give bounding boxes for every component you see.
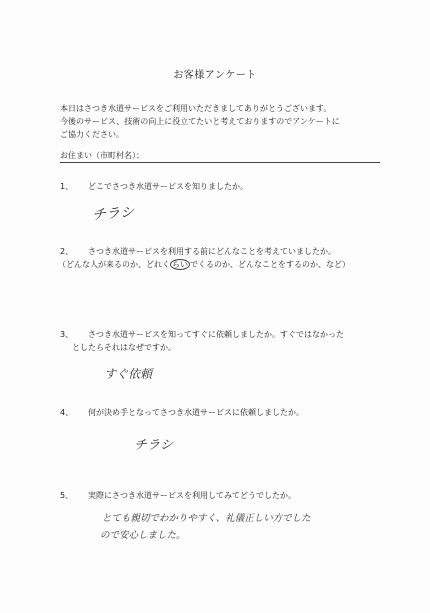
handwritten-answer-3: すぐ依頼	[104, 367, 153, 381]
address-label: お住まい（市町村名）：	[60, 151, 144, 160]
question-text: さつき水道サービスを利用する前にどんなことを考えていましたか。	[88, 247, 336, 256]
question-number: 5、	[60, 491, 74, 500]
subtext-before: （どんな人が来るのか、どれく	[58, 260, 170, 269]
page-title: お客様アンケート	[173, 70, 257, 81]
question-subtext	[58, 258, 350, 271]
question-number: 3、	[60, 330, 74, 339]
handwritten-answer-1: チラシ	[91, 204, 135, 224]
question-4	[60, 406, 390, 422]
circled-mark: らい	[172, 260, 188, 269]
question-number: 4、	[60, 408, 74, 417]
intro-line: 本日はさつき水道サービスをご利用いただきましてありがとうございます。	[60, 104, 332, 113]
question-text-continued: としたらそれはなぜですか。	[72, 343, 176, 352]
question-1	[60, 180, 380, 196]
handwritten-answer-5-line-1: とても親切でわかりやすく、礼儀正しい方でした	[102, 513, 311, 524]
question-text: 実際にさつき水道サービスを利用してみてどうでしたか。	[88, 491, 296, 500]
question-number: 1、	[60, 182, 74, 191]
question-number: 2、	[60, 247, 74, 256]
question-2	[60, 245, 390, 275]
address-field	[60, 150, 380, 163]
intro-line: 今後のサービス、技術の向上に役立てたいと考えておりますのでアンケートに	[60, 117, 340, 126]
question-3	[60, 328, 390, 358]
handwritten-answer-4: チラシ	[134, 438, 174, 453]
question-text: さつき水道サービスを知ってすぐに依頼しましたか。すぐではなかった	[88, 330, 344, 339]
handwritten-answer-5-line-2: ので安心しました。	[100, 530, 186, 541]
question-text: 何が決め手となってさつき水道サービスに依頼しましたか。	[88, 408, 304, 417]
subtext-after: でくるのか、どんなことをするのか、など）	[190, 260, 350, 269]
question-text: どこでさつき水道サービスを知りましたか。	[88, 182, 248, 191]
intro-line: ご協力ください。	[60, 130, 124, 139]
question-5	[60, 489, 390, 505]
intro-paragraph	[60, 102, 390, 141]
